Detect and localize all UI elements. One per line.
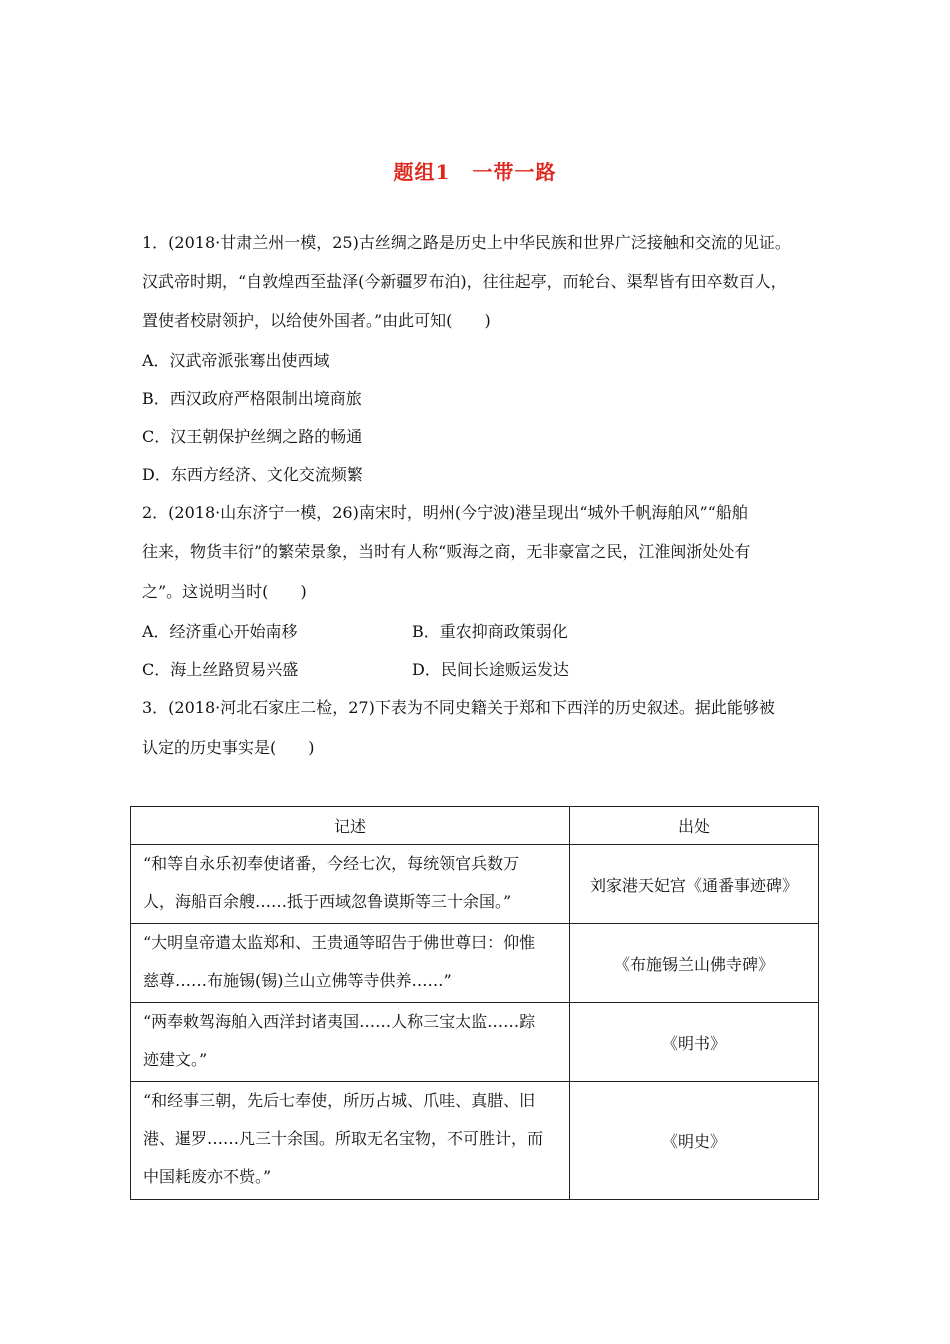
q2-stem-line-3 (142, 581, 307, 603)
q1-option-a[interactable]: A．汉武帝派张骞出使西域 (142, 351, 330, 370)
q2-option-a[interactable]: A．经济重心开始南移 (142, 622, 298, 641)
desc-line: “和等自永乐初奉使诸番，今经七次，每统领官兵数万 (143, 854, 520, 873)
desc-line: 人，海船百余艘……抵于西域忽鲁谟斯等三十余国。” (143, 892, 512, 911)
table-row (131, 1082, 819, 1200)
table-row (131, 1003, 819, 1082)
q2-option-d[interactable]: D．民间长途贩运发达 (412, 660, 569, 679)
q1-stem-line-3 (142, 310, 491, 332)
q1-option-d[interactable]: D．东西方经济、文化交流频繁 (142, 465, 363, 484)
header-description: 记述 (131, 807, 570, 845)
desc-line: 慈尊……布施锡(锡)兰山立佛等寺供养……” (143, 971, 452, 990)
history-sources-table (130, 806, 819, 1200)
q2-options-row-1 (142, 621, 702, 643)
q1-option-b[interactable]: B．西汉政府严格限制出境商旅 (142, 389, 362, 408)
q2-option-c[interactable]: C．海上丝路贸易兴盛 (142, 660, 299, 679)
header-source: 出处 (570, 807, 819, 845)
q3-stem-line-2 (142, 737, 315, 759)
desc-line: 中国耗废亦不赀。” (143, 1167, 272, 1186)
desc-line: “两奉敕驾海舶入西洋封诸夷国……人称三宝太监……踪 (143, 1012, 536, 1031)
q1-stem-line-1: 1．(2018·甘肃兰州一模，25)古丝绸之路是历史上中华民族和世界广泛接触和交流的见证。 (142, 233, 791, 252)
table-row (131, 924, 819, 1003)
q2-options-row-2 (142, 659, 702, 681)
row-description (131, 845, 570, 924)
row-description (131, 1003, 570, 1082)
table-header-row (131, 807, 819, 845)
title-group-label: 题组1 (393, 160, 451, 184)
q3-stem-close: ) (308, 738, 315, 757)
row-source: 《明书》 (570, 1003, 819, 1082)
row-description (131, 1082, 570, 1200)
q3-stem-line-1: 3．(2018·河北石家庄二检，27)下表为不同史籍关于郑和下西洋的历史叙述。据此能够被 (142, 698, 775, 717)
table-row (131, 845, 819, 924)
title-topic: 一带一路 (472, 160, 557, 184)
q1-stem-line-2: 汉武帝时期，“自敦煌西至盐泽(今新疆罗布泊)，往往起亭，而轮台、渠犁皆有田卒数百人， (142, 272, 787, 291)
desc-line: “和经事三朝，先后七奉使，所历占城、爪哇、真腊、旧 (143, 1091, 536, 1110)
row-source: 《明史》 (570, 1082, 819, 1200)
row-source: 刘家港天妃宫《通番事迹碑》 (570, 845, 819, 924)
desc-line: 港、暹罗……凡三十余国。所取无名宝物，不可胜计，而 (143, 1129, 544, 1148)
q3-stem-text: 认定的历史事实是( (142, 738, 277, 757)
q2-stem-close: ) (300, 582, 307, 601)
row-description (131, 924, 570, 1003)
row-source: 《布施锡兰山佛寺碑》 (570, 924, 819, 1003)
q2-stem-line-1: 2．(2018·山东济宁一模，26)南宋时，明州(今宁波)港呈现出“城外千帆海舶风”“船舶 (142, 503, 748, 522)
q1-option-c[interactable]: C．汉王朝保护丝绸之路的畅通 (142, 427, 363, 446)
q2-stem-line-2: 往来，物货丰衍”的繁荣景象，当时有人称“贩海之商，无非豪富之民，江淮闽浙处处有 (142, 542, 751, 561)
q2-stem-text: 之”。这说明当时( (142, 582, 269, 601)
q1-stem-text: 置使者校尉领护，以给使外国者。”由此可知( (142, 311, 453, 330)
page-title (0, 156, 950, 185)
q1-stem-close: ) (484, 311, 491, 330)
desc-line: 迹建文。” (143, 1050, 208, 1069)
desc-line: “大明皇帝遣太监郑和、王贵通等昭告于佛世尊曰：仰惟 (143, 933, 536, 952)
q2-option-b[interactable]: B．重农抑商政策弱化 (412, 622, 568, 641)
